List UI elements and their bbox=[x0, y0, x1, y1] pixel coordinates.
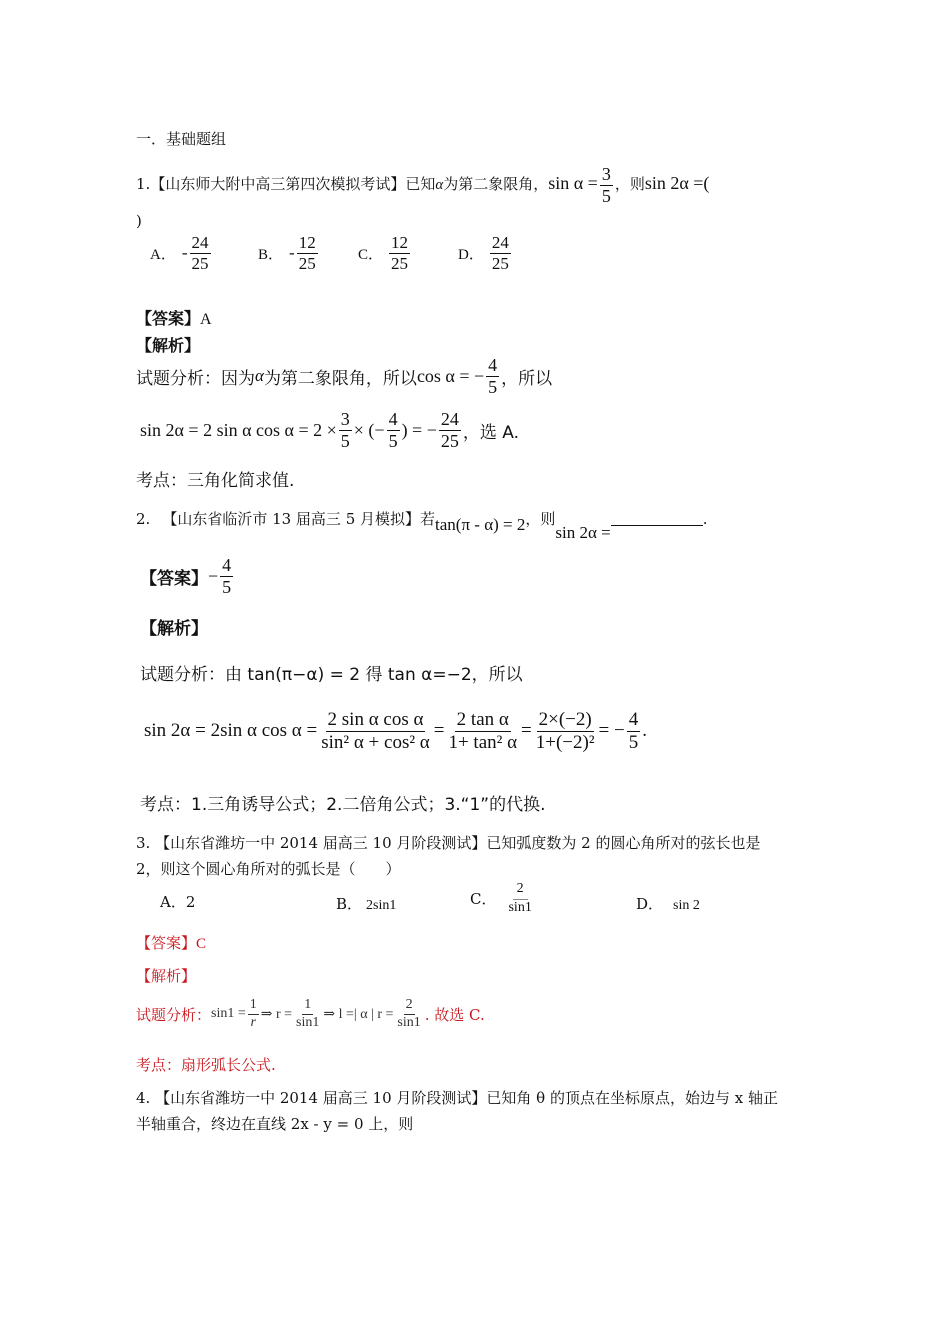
q1-answer-label: 【答案】 bbox=[136, 309, 201, 328]
q2-source: 【山东省临沂市 13 届高三 5 月模拟】若 bbox=[162, 510, 436, 528]
q1-option-c-den: 25 bbox=[391, 253, 409, 273]
q2-mid: ，则 bbox=[525, 510, 556, 528]
q1-a1-fraction bbox=[486, 356, 499, 397]
q3-answer-line bbox=[136, 932, 206, 953]
q1-number: 1. bbox=[136, 175, 151, 193]
q1-alpha: α bbox=[435, 177, 444, 193]
q3-a-frac2-num: 1 bbox=[302, 998, 313, 1015]
q3-a-frac1-den: r bbox=[250, 1014, 256, 1030]
q1-option-a-num: 24 bbox=[191, 233, 209, 252]
q3-a-frac2-den: sin1 bbox=[296, 1014, 320, 1030]
q2-blank bbox=[611, 511, 703, 526]
q3-a-s3: ⇒ l =| α | r = bbox=[323, 1006, 394, 1022]
q1-a1-den: 5 bbox=[488, 376, 498, 397]
q1-option-b bbox=[258, 234, 358, 273]
q1-a2-tail: ，选 A. bbox=[462, 422, 519, 443]
q2-answer-den: 5 bbox=[222, 576, 232, 597]
q3-kaodian: 考点：扇形弧长公式. bbox=[136, 1056, 276, 1074]
q2-answer-num: 4 bbox=[222, 555, 232, 575]
q1-analysis-line2 bbox=[140, 410, 519, 451]
q3-option-c-fraction bbox=[506, 882, 533, 915]
q1-option-b-label: B． bbox=[258, 246, 284, 263]
q1-sin-numerator: 3 bbox=[601, 163, 611, 184]
q1-a1-cos: cos α = − bbox=[416, 365, 485, 386]
q3-option-b-label: B． bbox=[336, 895, 363, 913]
q2-stem bbox=[136, 508, 708, 542]
q1-a2-frac2-num: 4 bbox=[388, 409, 398, 429]
q2-a2-left: sin 2α = 2sin α cos α = bbox=[144, 720, 318, 742]
q2-a2-frac2-num: 2 tan α bbox=[456, 709, 509, 730]
q1-a2-eq: ) = − bbox=[401, 419, 437, 440]
q1-answer-line bbox=[136, 306, 212, 329]
q2-a2-frac3 bbox=[534, 710, 597, 753]
q3-a-s1: sin1 = bbox=[211, 1006, 246, 1022]
q3-option-d-value: sin 2 bbox=[673, 898, 700, 913]
section-title: 一．基础题组 bbox=[136, 130, 227, 148]
q2-a2-frac1-num: 2 sin α cos α bbox=[327, 709, 424, 730]
q1-option-c-fraction bbox=[389, 234, 410, 273]
q1-sin-denominator: 5 bbox=[601, 185, 611, 206]
q2-a2-result bbox=[627, 710, 641, 753]
q1-stem-b: 为第二象限角， bbox=[443, 175, 549, 193]
q2-analysis-line2 bbox=[144, 710, 647, 753]
q2-a2-result-sign: = − bbox=[598, 720, 625, 742]
q1-stem-c: ，则 bbox=[614, 175, 645, 193]
q3-a-frac3-num: 2 bbox=[404, 998, 415, 1015]
q3-a-frac3-den: sin1 bbox=[397, 1014, 421, 1030]
q3-option-b bbox=[336, 893, 396, 914]
q3-option-d bbox=[636, 893, 700, 914]
q1-a2-mid: × (− bbox=[353, 419, 385, 440]
q1-a2-frac1-den: 5 bbox=[340, 430, 350, 451]
q1-option-c bbox=[358, 234, 458, 273]
q3-a-tail: . 故选 C. bbox=[424, 1005, 485, 1024]
q1-a1-num: 4 bbox=[488, 355, 498, 375]
q2-answer-sign: − bbox=[208, 565, 219, 586]
q2-a2-end: . bbox=[642, 720, 647, 742]
q2-analysis-line1: 试题分析：由 tan(π−α) = 2 得 tan α=−2，所以 bbox=[140, 665, 523, 685]
q1-a1-tail: ，所以 bbox=[501, 368, 553, 389]
q3-a-frac3 bbox=[395, 998, 422, 1030]
q3-analysis-label: 【解析】 bbox=[136, 967, 197, 985]
q2-a2-frac1-den: sin² α + cos² α bbox=[321, 731, 430, 753]
q1-a1-alpha: α bbox=[255, 366, 264, 386]
q1-a2-frac2 bbox=[387, 410, 400, 451]
q3-a-s2: ⇒ r = bbox=[260, 1006, 293, 1022]
q1-a2-frac3 bbox=[439, 410, 461, 451]
q1-a1-text2: 为第二象限角，所以 bbox=[263, 368, 417, 389]
q1-analysis-label: 【解析】 bbox=[136, 336, 201, 355]
q3-answer: C bbox=[196, 936, 207, 952]
q1-a2-frac3-num: 24 bbox=[440, 409, 459, 429]
q3-a-frac1-num: 1 bbox=[248, 998, 259, 1015]
q1-option-b-den: 25 bbox=[298, 253, 316, 273]
q2-a2-eq1: = bbox=[433, 720, 445, 742]
q1-a2-frac1-num: 3 bbox=[340, 409, 350, 429]
q2-end: . bbox=[702, 509, 708, 528]
q1-a2-frac2-den: 5 bbox=[388, 430, 398, 451]
q2-a2-result-num: 4 bbox=[628, 709, 639, 730]
q1-options bbox=[150, 234, 558, 273]
q3-a-label: 试题分析： bbox=[136, 1005, 212, 1024]
q3-option-b-value: 2sin1 bbox=[366, 898, 397, 913]
q1-close-paren: ) bbox=[136, 212, 142, 230]
q2-number: 2. bbox=[136, 509, 151, 528]
q1-option-c-num: 12 bbox=[391, 233, 409, 252]
q4-stem-line1: 4. 【山东省潍坊一中 2014 届高三 10 月阶段测试】已知角 θ 的顶点在坐标原点，始边与 x 轴正 bbox=[136, 1089, 778, 1107]
q2-a2-frac1 bbox=[319, 710, 432, 753]
q3-analysis-line bbox=[136, 998, 485, 1030]
q1-a1-text: 试题分析：因为 bbox=[136, 368, 255, 389]
q1-a2-frac3-den: 25 bbox=[440, 430, 459, 451]
q2-a2-frac3-den: 1+(−2)² bbox=[535, 731, 595, 753]
q1-option-d-num: 24 bbox=[491, 233, 509, 252]
q1-option-d-fraction bbox=[490, 234, 511, 273]
q1-a2-left: sin 2α = 2 sin α cos α = 2 × bbox=[140, 419, 337, 440]
q1-sin-expr: sin α = bbox=[548, 173, 598, 193]
q2-analysis-label: 【解析】 bbox=[140, 619, 208, 639]
q1-option-a bbox=[150, 234, 258, 273]
q2-a2-frac2 bbox=[446, 710, 519, 753]
q1-sin-fraction bbox=[600, 165, 613, 206]
q1-stem bbox=[136, 160, 709, 208]
q1-option-a-fraction bbox=[190, 234, 211, 273]
q2-a2-frac2-den: 1+ tan² α bbox=[448, 731, 518, 753]
q1-option-c-label: C． bbox=[358, 246, 384, 263]
q2-answer-label: 【答案】 bbox=[140, 568, 208, 589]
q1-option-d-label: D． bbox=[458, 246, 484, 263]
q1-a2-frac1 bbox=[339, 410, 352, 451]
q1-option-b-fraction bbox=[297, 234, 318, 273]
q2-condition: tan(π - α) = 2 bbox=[435, 514, 526, 534]
q2-answer-fraction bbox=[220, 556, 233, 597]
q3-stem-line2: 2，则这个圆心角所对的弧长是（ ） bbox=[136, 860, 401, 878]
q1-option-d-den: 25 bbox=[491, 253, 509, 273]
q1-option-a-den: 25 bbox=[191, 253, 209, 273]
q3-a-frac1 bbox=[248, 998, 259, 1030]
q1-option-b-sign: - bbox=[289, 243, 295, 263]
q1-option-b-num: 12 bbox=[298, 233, 316, 252]
q1-answer: A bbox=[200, 311, 212, 328]
q2-ask: sin 2α = bbox=[555, 522, 611, 542]
q3-option-d-label: D． bbox=[636, 895, 664, 913]
q1-option-a-sign: - bbox=[181, 243, 188, 263]
q1-ask: sin 2α =( bbox=[644, 173, 710, 193]
q1-kaodian: 考点：三角化简求值. bbox=[136, 471, 295, 491]
q2-kaodian: 考点：1.三角诱导公式；2.二倍角公式；3.“1”的代换. bbox=[140, 795, 546, 815]
q2-a2-eq2: = bbox=[521, 720, 532, 742]
q3-option-c-label: C． bbox=[470, 890, 497, 909]
q2-a2-result-den: 5 bbox=[628, 731, 639, 753]
q3-stem-line1: 3. 【山东省潍坊一中 2014 届高三 10 月阶段测试】已知弧度数为 2 的圆心角所对的弦长也是 bbox=[136, 834, 761, 852]
q1-source: 【山东师大附中高三第四次模拟考试】 bbox=[150, 175, 406, 193]
q1-stem-a: 已知 bbox=[405, 175, 436, 193]
q3-option-c bbox=[470, 882, 536, 915]
q2-a2-frac3-num: 2×(−2) bbox=[538, 709, 592, 730]
q3-option-c-num: 2 bbox=[513, 882, 528, 900]
q3-a-frac2 bbox=[294, 998, 321, 1030]
q3-option-c-den: sin1 bbox=[508, 899, 532, 915]
q1-analysis-line1 bbox=[136, 356, 552, 397]
q1-option-a-label: A． bbox=[150, 246, 176, 263]
q3-answer-label: 【答案】 bbox=[136, 934, 197, 952]
q2-answer-line bbox=[140, 556, 235, 597]
q1-option-d bbox=[458, 234, 558, 273]
q3-option-a: A．2 bbox=[160, 893, 196, 911]
q4-stem-line2: 半轴重合，终边在直线 2x - y = 0 上，则 bbox=[136, 1115, 414, 1133]
